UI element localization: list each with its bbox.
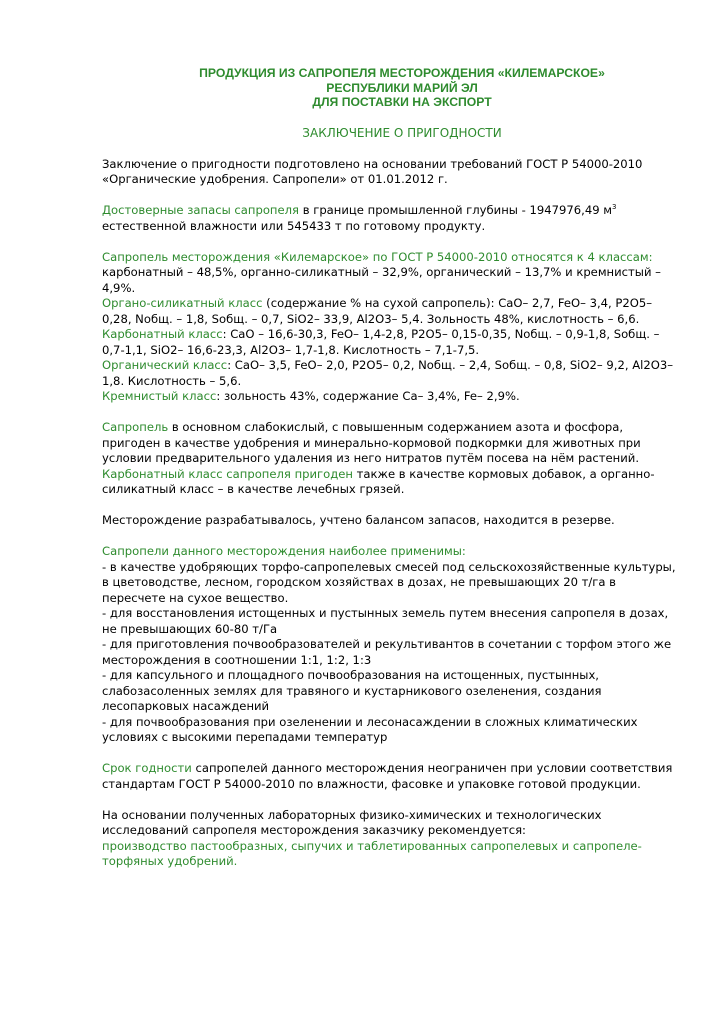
class-label-organic: Органический класс	[102, 358, 228, 373]
class-detail-siliceous	[102, 389, 682, 405]
classes-paragraph	[102, 250, 682, 297]
application-item: - в качестве удобряющих торфо-сапропелевых смесей под сельскохозяйственные культуры, в цветоводстве, лесном, городском хозяйствах в дозах, не превышающих 20 т/га в пересчете на сухое вещество.	[102, 559, 676, 605]
carbonate-usage-paragraph	[102, 467, 682, 498]
carbonate-usage-text: также в качестве кормовых добавок, а органно-силикатный класс – в качестве лечебных грязей.	[102, 466, 655, 497]
class-text-organic: : CaO– 3,5, FeO– 2,0, P2O5– 0,2, Nобщ. – 2,4, Sобщ. – 0,8, SiO2– 9,2, Al2O3– 1,8. Кислотность – 5,6.	[102, 358, 674, 388]
reserves-text-continued: естественной влажности или 545433 т по готовому продукту.	[102, 218, 486, 233]
class-text-carbonate: : CaO – 16,6-30,3, FeO– 1,4-2,8, P2O5– 0,15-0,35, Nобщ. – 0,9-1,8, Sобщ. – 0,7-1,1, SiO2– 16,6-23,3, Al2O3– 1,7-1,8. Кислотность – 7,1-7,5.	[102, 327, 660, 357]
application-item: - для капсульного и площадного почвообразования на истощенных, пустынных, слабозасоленных землях для травяного и кустарникового озеленения, создания лесопарковых насаждений	[102, 668, 602, 714]
title-line-3: ДЛЯ ПОСТАВКИ НА ЭКСПОРТ	[312, 95, 492, 110]
class-detail-carbonate	[102, 327, 682, 358]
class-text-organosilicate: (содержание % на сухой сапропель): CaO– 2,7, FeO– 3,4, P2O5– 0,28, Nобщ. – 1,8, Sобщ. – 0,7, SiO2– 33,9, Al2O3– 5,4. Зольность 48%, кислотность – 6,6.	[102, 296, 653, 326]
document-subtitle: ЗАКЛЮЧЕНИЕ О ПРИГОДНОСТИ	[302, 125, 502, 140]
application-item: - для восстановления истощенных и пустынных земель путем внесения сапропеля в дозах, не превышающих 60-80 т/Га	[102, 606, 669, 636]
reserves-label: Достоверные запасы сапропеля	[102, 203, 300, 218]
usage-paragraph	[102, 420, 682, 467]
cubic-superscript: 3	[612, 203, 617, 212]
recommendation-highlight: производство пастообразных, сыпучих и таблетированных сапропелевых и сапропеле-торфяных удобрений.	[102, 838, 642, 869]
usage-label: Сапропель	[102, 420, 169, 435]
title-line-1: ПРОДУКЦИЯ ИЗ САПРОПЕЛЯ МЕСТОРОЖДЕНИЯ «КИЛЕМАРСКОЕ»	[199, 66, 605, 80]
application-item: - для почвообразования при озеленении и лесонасаждении в сложных климатических условиях с высокими перепадами температур	[102, 714, 638, 745]
intro-paragraph: Заключение о пригодности подготовлено на основании требований ГОСТ Р 54000-2010 «Органические удобрения. Сапропели» от 01.01.2012 г.	[102, 156, 643, 187]
title-line-2: РЕСПУБЛИКИ МАРИЙ ЭЛ	[326, 80, 478, 95]
class-label-siliceous: Кремнистый класс	[102, 389, 217, 404]
reserves-paragraph	[102, 203, 682, 234]
class-detail-organic	[102, 358, 682, 389]
classes-label: Сапропель месторождения «Килемарское» по ГОСТ Р 54000-2010 относятся к 4 классам:	[102, 249, 653, 264]
deposit-paragraph: Месторождение разрабатывалось, учтено балансом запасов, находится в резерве.	[102, 513, 615, 528]
document-page	[102, 66, 682, 870]
shelf-life-paragraph	[102, 761, 682, 792]
carbonate-usage-label: Карбонатный класс сапропеля пригоден	[102, 466, 353, 481]
shelf-life-label: Срок годности	[102, 761, 192, 776]
class-text-siliceous: : зольность 43%, содержание Ca– 3,4%, Fe– 2,9%.	[216, 389, 520, 404]
document-title	[102, 66, 682, 110]
class-label-carbonate: Карбонатный класс	[102, 327, 223, 342]
class-detail-organosilicate	[102, 296, 682, 327]
applications-label: Сапропели данного месторождения наиболее применимы:	[102, 544, 466, 559]
recommendation-paragraph: На основании полученных лабораторных физико-химических и технологических исследований сапропеля месторождения заказчику рекомендуется:	[102, 807, 602, 838]
classes-text: карбонатный – 48,5%, органно-силикатный – 32,9%, органический – 13,7% и кремнистый – 4,9%.	[102, 265, 661, 295]
usage-text: в основном слабокислый, с повышенным содержанием азота и фосфора, пригоден в качестве удобрения и минерально-кормовой подкормки для животных при условии предварительного удаления из него нитратов путём посева на нём растений.	[102, 420, 641, 466]
application-item: - для приготовления почвообразователей и рекультивантов в сочетании с торфом этого же месторождения в соотношении 1:1, 1:2, 1:3	[102, 637, 672, 667]
shelf-life-text: сапропелей данного месторождения неограничен при условии соответствия стандартам ГОСТ Р 54000-2010 по влажности, фасовке и упаковке готовой продукции.	[102, 761, 673, 791]
reserves-text: в границе промышленной глубины - 1947976,49 м	[299, 203, 613, 218]
class-label-organosilicate: Органо-силикатный класс	[102, 296, 263, 311]
